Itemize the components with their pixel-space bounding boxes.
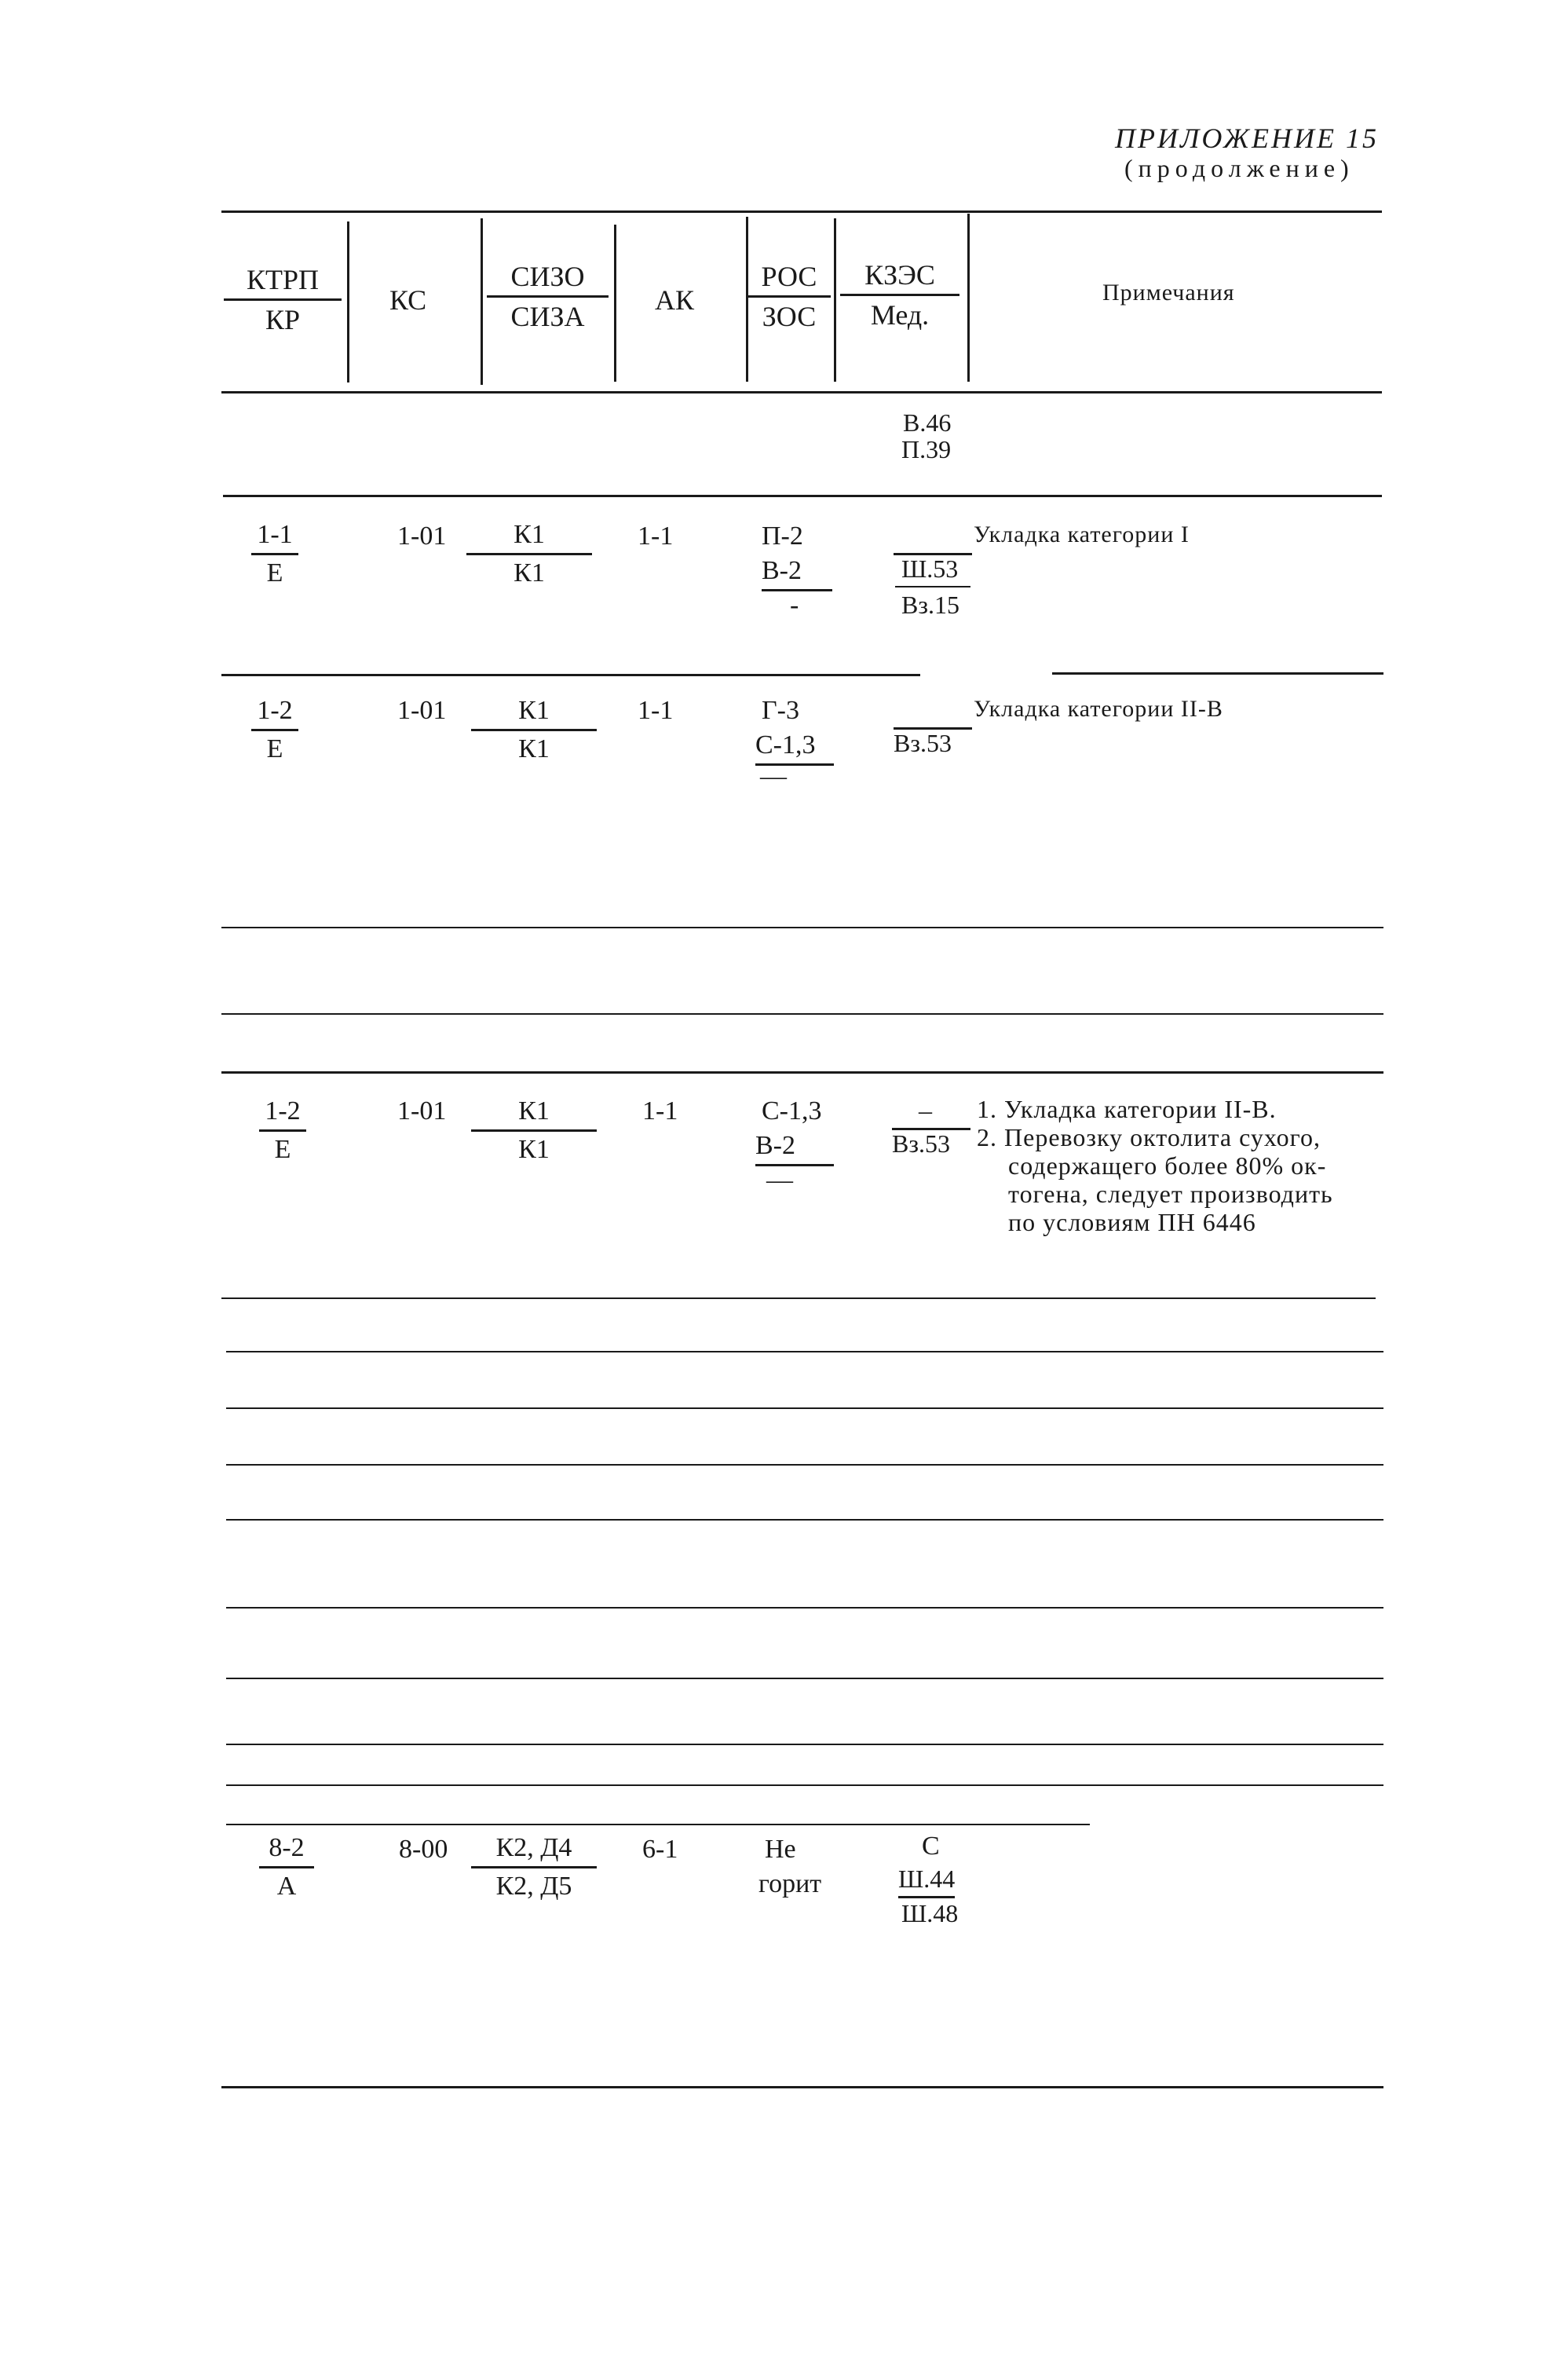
header-ros-zos: РОС ЗОС (747, 262, 831, 331)
row4-ros: Не (765, 1835, 796, 1864)
row1-kzes-underline (895, 586, 970, 587)
blank-rule-7 (226, 1519, 1383, 1521)
row3-note-2: 2. Перевозку октолита сухого, (977, 1123, 1321, 1151)
row3-zos: В-2 (755, 1133, 834, 1166)
row2-ros: Г-3 (762, 696, 799, 725)
header-ktrp-kr: КТРП КР (224, 265, 342, 334)
row1-note: Укладка категории I (974, 522, 1190, 547)
header-divider-5 (834, 218, 836, 382)
row1-ks: 1-01 (397, 522, 447, 551)
row3-ak: 1-1 (642, 1096, 678, 1125)
row2-note: Укладка категории II-В (974, 696, 1223, 722)
row4-ktrp-kr: 8-2 А (259, 1835, 314, 1900)
row3-note-4: тогена, следует производить (1008, 1180, 1333, 1208)
row2-ktrp-kr: 1-2 Е (251, 697, 298, 763)
row4-kzes-bottom: Ш.48 (901, 1899, 959, 1927)
row2-zos: С-1,3 (755, 732, 834, 766)
header-bottom-rule (221, 391, 1382, 393)
row2-ros-extra: — (760, 762, 787, 791)
row1-ak: 1-1 (638, 522, 674, 551)
blank-rule-8 (226, 1607, 1383, 1609)
row1-zos: В-2 (762, 558, 832, 591)
header-kzes-med: КЗЭС Мед. (840, 261, 959, 329)
row0-rule (223, 495, 1382, 497)
blank-rule-1 (221, 927, 1383, 928)
blank-rule-9 (226, 1678, 1383, 1679)
appendix-subtitle: (продолжение) (1124, 154, 1354, 182)
row3-note-3: содержащего более 80% ок- (1008, 1151, 1327, 1180)
header-divider-6 (967, 214, 970, 382)
row1-kzes-bottom: Вз.15 (901, 591, 959, 619)
row1-sizo-siza: К1 К1 (466, 522, 592, 587)
header-divider-1 (347, 221, 349, 382)
row3-ktrp-kr: 1-2 Е (259, 1098, 306, 1163)
blank-rule-11 (226, 1784, 1383, 1786)
row2-kzes-mid: Вз.53 (894, 729, 952, 757)
header-notes: Примечания (1102, 280, 1235, 306)
appendix-title: ПРИЛОЖЕНИЕ 15 (1115, 123, 1379, 154)
row4-top-rule (226, 1824, 1090, 1825)
row4-ks: 8-00 (399, 1835, 448, 1864)
row3-ros-extra: — (766, 1166, 793, 1195)
row3-sizo-siza: К1 К1 (471, 1098, 597, 1163)
row4-zos: горит (758, 1869, 822, 1898)
blank-rule-4 (226, 1351, 1383, 1352)
blank-rule-5 (226, 1407, 1383, 1409)
blank-rule-3 (221, 1297, 1376, 1299)
row1-rule (221, 674, 920, 676)
row3-note-5: по условиям ПН 6446 (1008, 1208, 1256, 1236)
header-divider-3 (614, 225, 616, 382)
row2-ak: 1-1 (638, 696, 674, 725)
row2-ks: 1-01 (397, 696, 447, 725)
row3-kzes-top: – (919, 1096, 932, 1125)
blank-rule-2 (221, 1013, 1383, 1015)
row0-kzes-bottom: П.39 (901, 435, 952, 463)
row4-kzes-mid: Ш.44 (898, 1866, 955, 1898)
row3-kzes-mid: Вз.53 (892, 1129, 950, 1158)
header-ak: АК (655, 284, 695, 316)
header-sizo-siza: СИЗО СИЗА (487, 262, 609, 331)
header-divider-2 (481, 218, 483, 385)
header-top-rule (221, 210, 1382, 213)
row3-note-1: 1. Укладка категории II-В. (977, 1095, 1277, 1123)
row3-ros: С-1,3 (762, 1096, 822, 1125)
row0-kzes-top: В.46 (903, 408, 952, 437)
table-bottom-rule (221, 2086, 1383, 2088)
row3-ks: 1-01 (397, 1096, 447, 1125)
row1-ktrp-kr: 1-1 Е (251, 522, 298, 587)
row4-sizo-siza: К2, Д4 К2, Д5 (471, 1835, 597, 1900)
row4-kzes-top: С (922, 1832, 940, 1861)
row4-ak: 6-1 (642, 1835, 678, 1864)
row1-ros: П-2 (762, 522, 803, 551)
row2-sizo-siza: К1 К1 (471, 697, 597, 763)
row3-top-rule (221, 1071, 1383, 1074)
row1-kzes-mid: Ш.53 (901, 554, 959, 583)
row1-ros-extra: - (790, 591, 799, 620)
header-ks: КС (389, 284, 427, 316)
row1-rule-right (1052, 672, 1383, 675)
blank-rule-6 (226, 1464, 1383, 1466)
blank-rule-10 (226, 1744, 1383, 1745)
